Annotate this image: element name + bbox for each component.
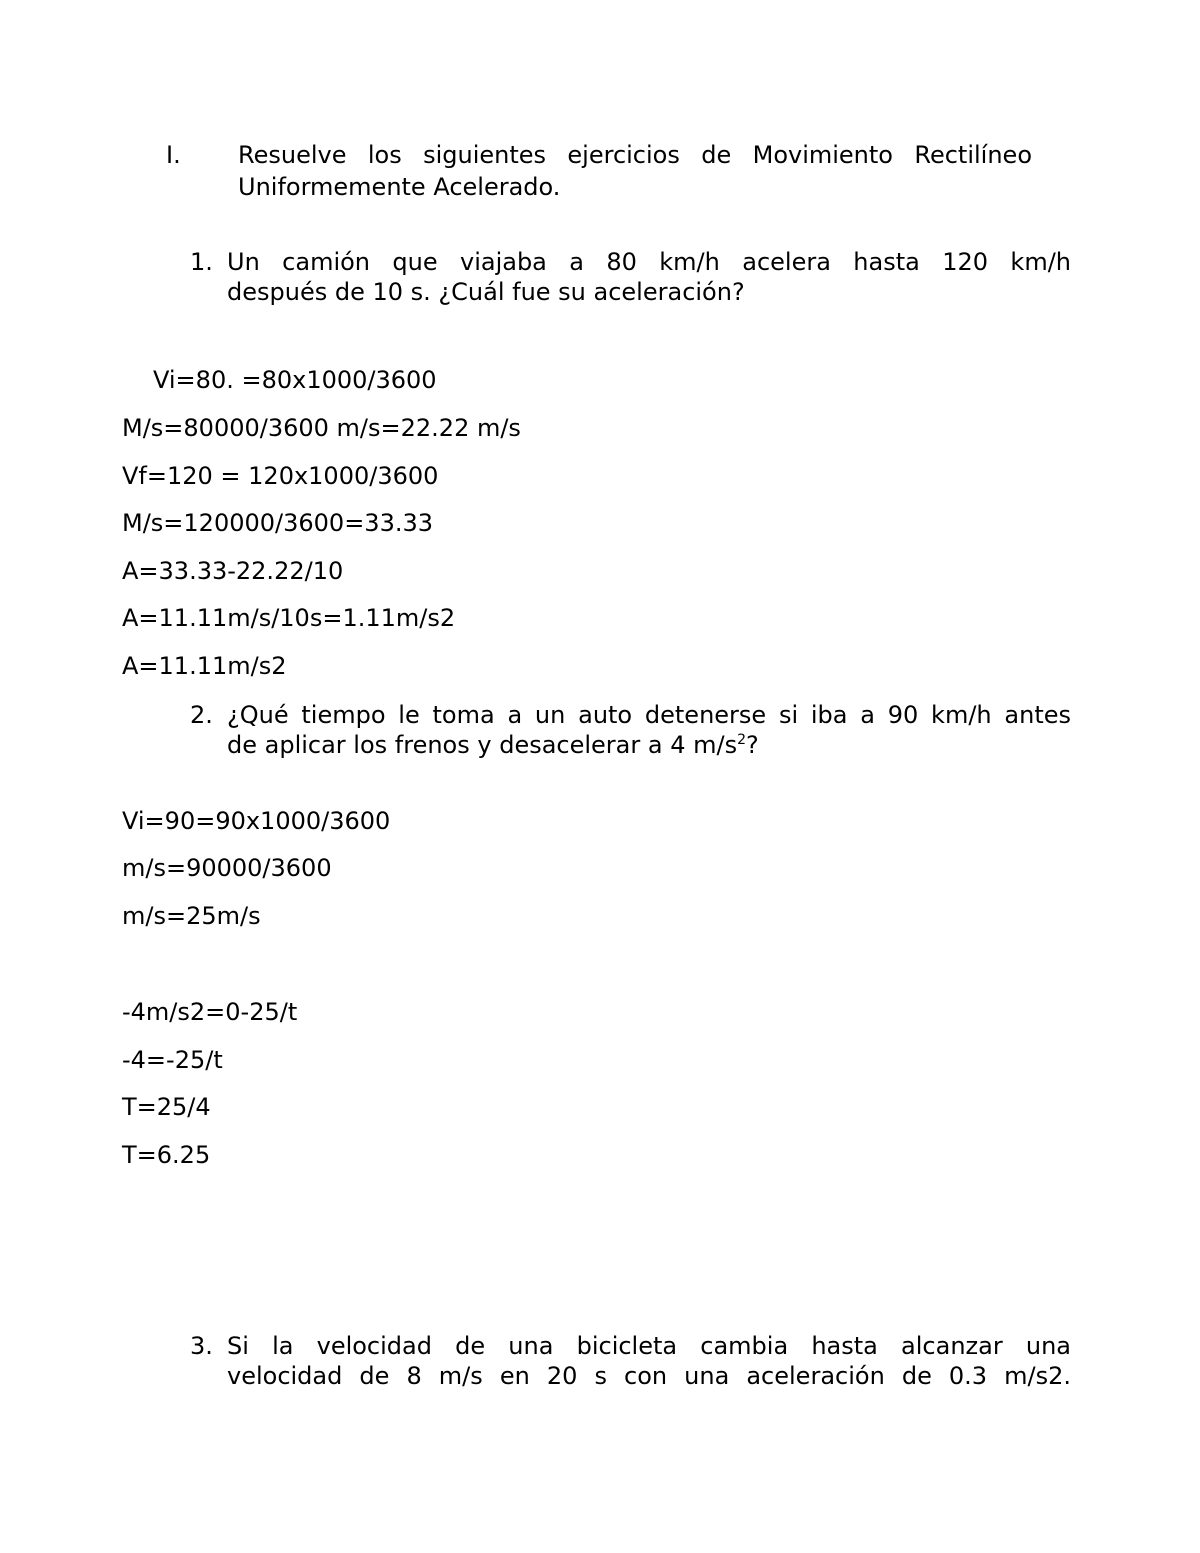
problem-2-work-line: -4=-25/t — [122, 1046, 223, 1074]
problem-2-work-line: m/s=90000/3600 — [122, 854, 332, 882]
problem-1-line1: Un camión que viajaba a 80 km/h acelera hasta 120 km/h — [227, 248, 1071, 276]
problem-2-line1: ¿Qué tiempo le toma a un auto detenerse si iba a 90 km/h antes — [227, 701, 1071, 729]
problem-1-work-line: M/s=80000/3600 m/s=22.22 m/s — [122, 414, 521, 442]
problem-3-line1: Si la velocidad de una bicicleta cambia hasta alcanzar una — [227, 1332, 1071, 1360]
section-numeral: I. — [166, 141, 181, 169]
problem-1-work-line: A=11.11m/s/10s=1.11m/s2 — [122, 604, 456, 632]
problem-2-work-line: T=25/4 — [122, 1093, 211, 1121]
problem-3-number: 3. — [190, 1332, 213, 1360]
problem-2-line2-end: ? — [746, 731, 759, 759]
problem-1-work-line: A=11.11m/s2 — [122, 652, 287, 680]
problem-1-work-line: Vi=80. =80x1000/3600 — [153, 366, 437, 394]
problem-3-line2: velocidad de 8 m/s en 20 s con una aceleración de 0.3 m/s2. — [227, 1362, 1071, 1390]
problem-2-work-line: T=6.25 — [122, 1141, 211, 1169]
problem-2-work-line: -4m/s2=0-25/t — [122, 998, 298, 1026]
problem-1-work-line: M/s=120000/3600=33.33 — [122, 509, 434, 537]
problem-1-work-line: Vf=120 = 120x1000/3600 — [122, 462, 439, 490]
superscript-exponent: 2 — [737, 732, 747, 748]
problem-2-work-line: Vi=90=90x1000/3600 — [122, 807, 391, 835]
problem-2-work-line: m/s=25m/s — [122, 902, 261, 930]
problem-2-line2-text: de aplicar los frenos y desacelerar a 4 m/s — [227, 731, 738, 759]
problem-2-number: 2. — [190, 701, 213, 729]
problem-2-line2 — [227, 730, 759, 760]
problem-1-line2: después de 10 s. ¿Cuál fue su aceleración? — [227, 278, 745, 306]
problem-1-work-line: A=33.33-22.22/10 — [122, 557, 344, 585]
section-heading-line2: Uniformemente Acelerado. — [238, 173, 561, 201]
problem-1-number: 1. — [190, 248, 213, 276]
section-heading-line1: Resuelve los siguientes ejercicios de Movimiento Rectilíneo — [238, 141, 1032, 169]
